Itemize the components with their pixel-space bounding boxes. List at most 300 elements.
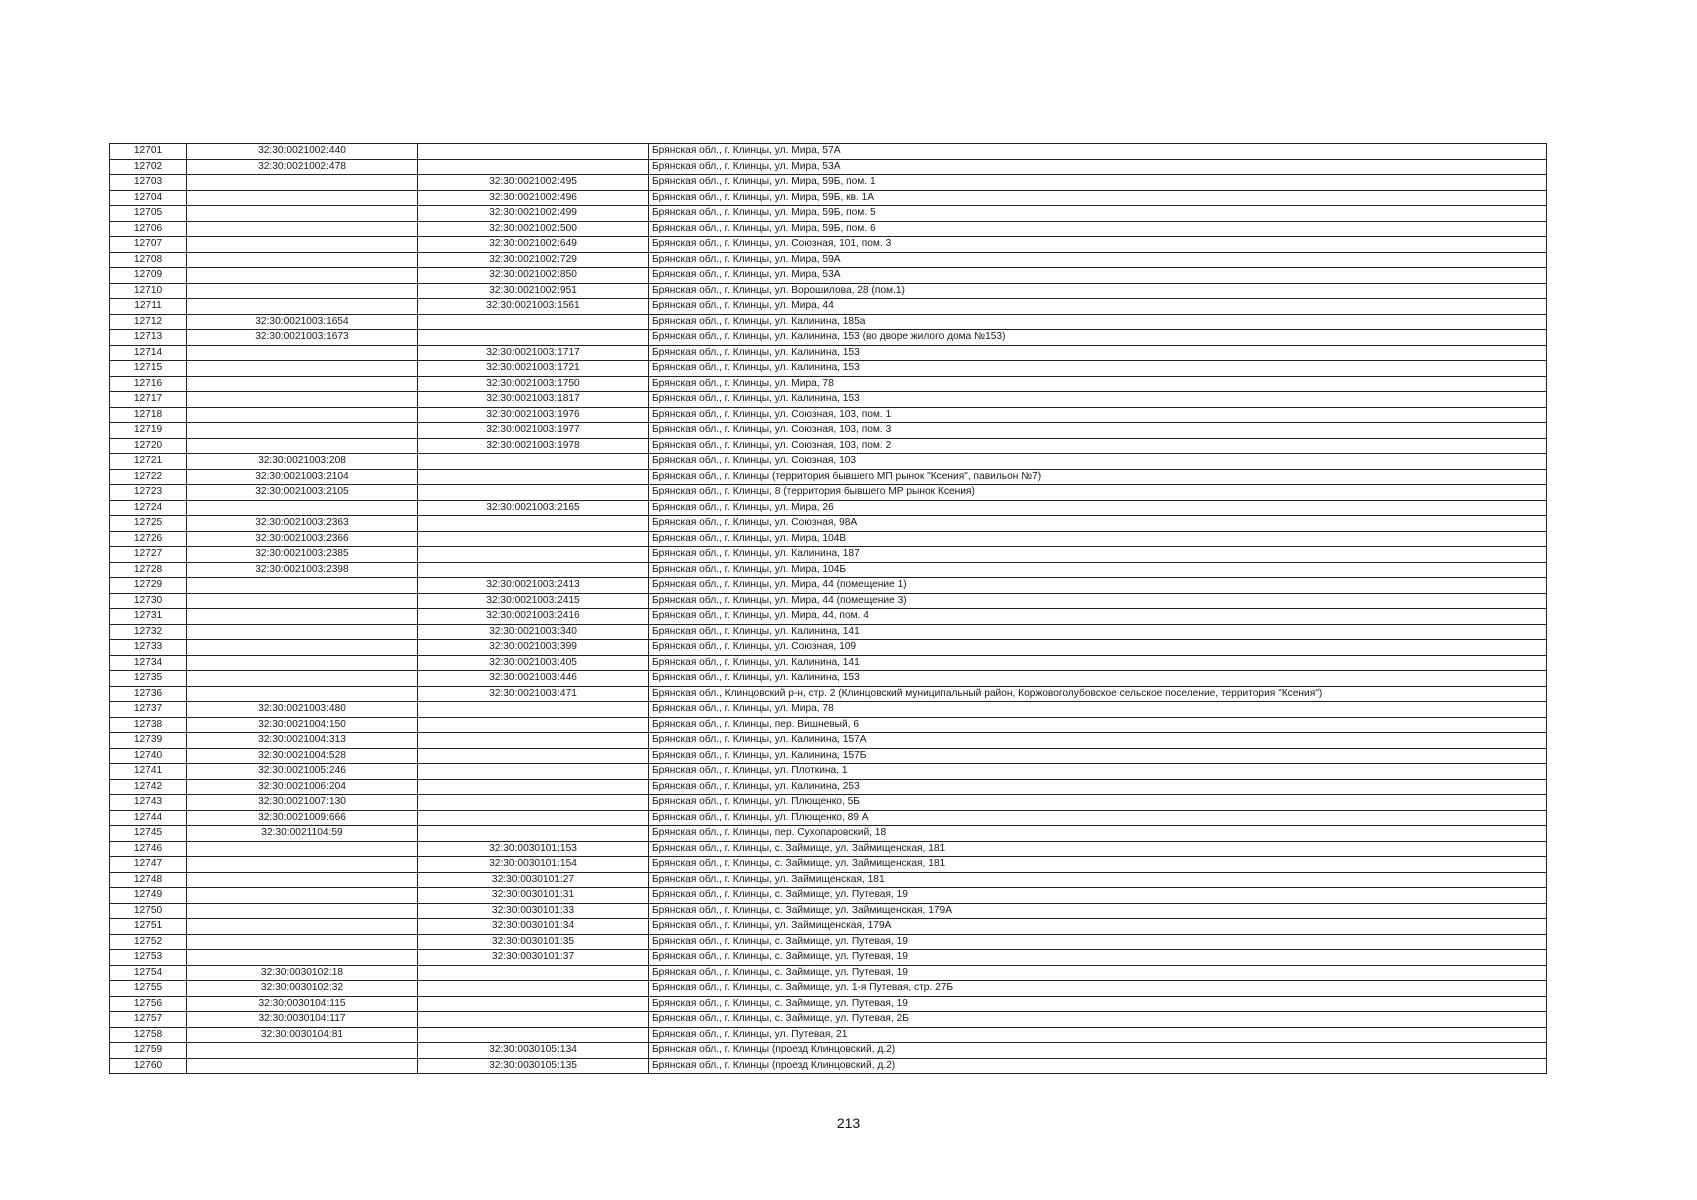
table-row [110, 888, 1547, 904]
object-cadastral-number-cell [418, 996, 649, 1012]
row-number-cell: 12757 [110, 1012, 187, 1028]
address-cell: Брянская обл., г. Клинцы, ул. Калинина, 153 (во дворе жилого дома №153) [649, 330, 1547, 346]
object-cadastral-number-cell: 32:30:0021003:2415 [418, 593, 649, 609]
land-cadastral-number-cell [187, 888, 418, 904]
address-cell: Брянская обл., г. Клинцы, 8 (территория бывшего МР рынок Ксения) [649, 485, 1547, 501]
table-row [110, 981, 1547, 997]
object-cadastral-number-cell [418, 764, 649, 780]
row-number-cell: 12708 [110, 252, 187, 268]
address-cell: Брянская обл., г. Клинцы, ул. Союзная, 103, пом. 3 [649, 423, 1547, 439]
row-number-cell: 12706 [110, 221, 187, 237]
row-number-cell: 12737 [110, 702, 187, 718]
land-cadastral-number-cell [187, 1043, 418, 1059]
object-cadastral-number-cell [418, 547, 649, 563]
address-cell: Брянская обл., г. Клинцы, с. Займище, ул. Путевая, 19 [649, 965, 1547, 981]
table-row [110, 299, 1547, 315]
object-cadastral-number-cell: 32:30:0021003:1817 [418, 392, 649, 408]
table-row [110, 872, 1547, 888]
row-number-cell: 12712 [110, 314, 187, 330]
table-row [110, 237, 1547, 253]
land-cadastral-number-cell [187, 190, 418, 206]
address-cell: Брянская обл., г. Клинцы, ул. Мира, 53А [649, 268, 1547, 284]
address-cell: Брянская обл., г. Клинцы, с. Займище, ул. Займищенская, 181 [649, 857, 1547, 873]
object-cadastral-number-cell: 32:30:0021003:1977 [418, 423, 649, 439]
address-cell: Брянская обл., г. Клинцы, с. Займище, ул. Путевая, 19 [649, 996, 1547, 1012]
land-cadastral-number-cell: 32:30:0021006:204 [187, 779, 418, 795]
land-cadastral-number-cell: 32:30:0030104:81 [187, 1027, 418, 1043]
table-row [110, 345, 1547, 361]
land-cadastral-number-cell [187, 361, 418, 377]
table-row [110, 671, 1547, 687]
table-row [110, 190, 1547, 206]
object-cadastral-number-cell: 32:30:0021002:850 [418, 268, 649, 284]
object-cadastral-number-cell [418, 981, 649, 997]
row-number-cell: 12725 [110, 516, 187, 532]
object-cadastral-number-cell: 32:30:0021003:405 [418, 655, 649, 671]
address-cell: Брянская обл., г. Клинцы, ул. Союзная, 101, пом. 3 [649, 237, 1547, 253]
table-row [110, 376, 1547, 392]
table-row [110, 779, 1547, 795]
address-cell: Брянская обл., Клинцовский р-н, стр. 2 (Клинцовский муниципальный район, Коржовоголубовское сельское поселение, территория "Ксения") [649, 686, 1547, 702]
object-cadastral-number-cell: 32:30:0021002:729 [418, 252, 649, 268]
table-row [110, 795, 1547, 811]
row-number-cell: 12752 [110, 934, 187, 950]
table-row [110, 283, 1547, 299]
table-row [110, 919, 1547, 935]
land-cadastral-number-cell: 32:30:0021003:2363 [187, 516, 418, 532]
address-cell: Брянская обл., г. Клинцы, ул. Мира, 44 (помещение 1) [649, 578, 1547, 594]
address-cell: Брянская обл., г. Клинцы, с. Займище, ул. Путевая, 19 [649, 888, 1547, 904]
table-row [110, 748, 1547, 764]
address-cell: Брянская обл., г. Клинцы, ул. Плоткина, 1 [649, 764, 1547, 780]
address-cell: Брянская обл., г. Клинцы, ул. Калинина, 185а [649, 314, 1547, 330]
land-cadastral-number-cell: 32:30:0021004:150 [187, 717, 418, 733]
land-cadastral-number-cell: 32:30:0021003:2104 [187, 469, 418, 485]
table-row [110, 268, 1547, 284]
object-cadastral-number-cell: 32:30:0021002:495 [418, 175, 649, 191]
row-number-cell: 12746 [110, 841, 187, 857]
object-cadastral-number-cell: 32:30:0021003:340 [418, 624, 649, 640]
row-number-cell: 12741 [110, 764, 187, 780]
address-cell: Брянская обл., г. Клинцы (проезд Клинцовский, д.2) [649, 1043, 1547, 1059]
table-row [110, 702, 1547, 718]
table-row [110, 547, 1547, 563]
land-cadastral-number-cell [187, 686, 418, 702]
object-cadastral-number-cell: 32:30:0030101:153 [418, 841, 649, 857]
row-number-cell: 12735 [110, 671, 187, 687]
land-cadastral-number-cell [187, 206, 418, 222]
row-number-cell: 12727 [110, 547, 187, 563]
table-row [110, 330, 1547, 346]
object-cadastral-number-cell: 32:30:0021002:649 [418, 237, 649, 253]
table-row [110, 965, 1547, 981]
land-cadastral-number-cell [187, 609, 418, 625]
row-number-cell: 12711 [110, 299, 187, 315]
object-cadastral-number-cell [418, 717, 649, 733]
address-cell: Брянская обл., г. Клинцы, с. Займище, ул. 1-я Путевая, стр. 27Б [649, 981, 1547, 997]
address-cell: Брянская обл., г. Клинцы, ул. Мира, 44 (помещение 3) [649, 593, 1547, 609]
land-cadastral-number-cell [187, 950, 418, 966]
object-cadastral-number-cell: 32:30:0021002:951 [418, 283, 649, 299]
property-registry-table [109, 143, 1547, 1074]
land-cadastral-number-cell [187, 175, 418, 191]
row-number-cell: 12732 [110, 624, 187, 640]
land-cadastral-number-cell [187, 640, 418, 656]
object-cadastral-number-cell [418, 1027, 649, 1043]
object-cadastral-number-cell [418, 314, 649, 330]
land-cadastral-number-cell [187, 221, 418, 237]
row-number-cell: 12743 [110, 795, 187, 811]
object-cadastral-number-cell: 32:30:0021003:1717 [418, 345, 649, 361]
land-cadastral-number-cell: 32:30:0021007:130 [187, 795, 418, 811]
land-cadastral-number-cell [187, 934, 418, 950]
row-number-cell: 12710 [110, 283, 187, 299]
row-number-cell: 12744 [110, 810, 187, 826]
address-cell: Брянская обл., г. Клинцы, ул. Плющенко, 89 А [649, 810, 1547, 826]
table-row [110, 159, 1547, 175]
land-cadastral-number-cell [187, 903, 418, 919]
object-cadastral-number-cell: 32:30:0021003:399 [418, 640, 649, 656]
object-cadastral-number-cell: 32:30:0030101:37 [418, 950, 649, 966]
address-cell: Брянская обл., г. Клинцы, ул. Мира, 104Б [649, 562, 1547, 578]
row-number-cell: 12730 [110, 593, 187, 609]
table-row [110, 686, 1547, 702]
land-cadastral-number-cell: 32:30:0021003:1673 [187, 330, 418, 346]
address-cell: Брянская обл., г. Клинцы, ул. Займищенская, 181 [649, 872, 1547, 888]
land-cadastral-number-cell: 32:30:0021009:666 [187, 810, 418, 826]
row-number-cell: 12749 [110, 888, 187, 904]
object-cadastral-number-cell: 32:30:0021002:496 [418, 190, 649, 206]
address-cell: Брянская обл., г. Клинцы, пер. Сухопаровский, 18 [649, 826, 1547, 842]
table-row [110, 1043, 1547, 1059]
land-cadastral-number-cell: 32:30:0021003:480 [187, 702, 418, 718]
address-cell: Брянская обл., г. Клинцы, ул. Союзная, 103, пом. 1 [649, 407, 1547, 423]
table-row [110, 516, 1547, 532]
object-cadastral-number-cell: 32:30:0021003:1721 [418, 361, 649, 377]
object-cadastral-number-cell [418, 454, 649, 470]
object-cadastral-number-cell [418, 562, 649, 578]
address-cell: Брянская обл., г. Клинцы, ул. Путевая, 21 [649, 1027, 1547, 1043]
address-cell: Брянская обл., г. Клинцы, ул. Союзная, 103 [649, 454, 1547, 470]
address-cell: Брянская обл., г. Клинцы, ул. Калинина, 141 [649, 655, 1547, 671]
land-cadastral-number-cell: 32:30:0030104:117 [187, 1012, 418, 1028]
row-number-cell: 12702 [110, 159, 187, 175]
row-number-cell: 12731 [110, 609, 187, 625]
table-row [110, 857, 1547, 873]
land-cadastral-number-cell: 32:30:0021002:478 [187, 159, 418, 175]
object-cadastral-number-cell [418, 516, 649, 532]
land-cadastral-number-cell [187, 252, 418, 268]
address-cell: Брянская обл., г. Клинцы, ул. Мира, 44, пом. 4 [649, 609, 1547, 625]
table-row [110, 392, 1547, 408]
object-cadastral-number-cell [418, 469, 649, 485]
address-cell: Брянская обл., г. Клинцы, ул. Калинина, 157Б [649, 748, 1547, 764]
object-cadastral-number-cell [418, 159, 649, 175]
row-number-cell: 12748 [110, 872, 187, 888]
address-cell: Брянская обл., г. Клинцы, ул. Калинина, 187 [649, 547, 1547, 563]
table-row [110, 407, 1547, 423]
object-cadastral-number-cell: 32:30:0021003:1750 [418, 376, 649, 392]
address-cell: Брянская обл., г. Клинцы, ул. Калинина, 153 [649, 671, 1547, 687]
land-cadastral-number-cell [187, 655, 418, 671]
row-number-cell: 12723 [110, 485, 187, 501]
address-cell: Брянская обл., г. Клинцы, ул. Мира, 44 [649, 299, 1547, 315]
row-number-cell: 12701 [110, 144, 187, 160]
row-number-cell: 12759 [110, 1043, 187, 1059]
object-cadastral-number-cell: 32:30:0021002:499 [418, 206, 649, 222]
object-cadastral-number-cell [418, 779, 649, 795]
table-row [110, 485, 1547, 501]
row-number-cell: 12713 [110, 330, 187, 346]
address-cell: Брянская обл., г. Клинцы, ул. Мира, 57А [649, 144, 1547, 160]
address-cell: Брянская обл., г. Клинцы, с. Займище, ул. Путевая, 2Б [649, 1012, 1547, 1028]
address-cell: Брянская обл., г. Клинцы, ул. Союзная, 103, пом. 2 [649, 438, 1547, 454]
row-number-cell: 12754 [110, 965, 187, 981]
table-row [110, 438, 1547, 454]
object-cadastral-number-cell [418, 531, 649, 547]
land-cadastral-number-cell: 32:30:0021005:246 [187, 764, 418, 780]
table-row [110, 903, 1547, 919]
land-cadastral-number-cell: 32:30:0021003:2105 [187, 485, 418, 501]
table-row [110, 733, 1547, 749]
land-cadastral-number-cell [187, 593, 418, 609]
object-cadastral-number-cell [418, 965, 649, 981]
row-number-cell: 12721 [110, 454, 187, 470]
table-row [110, 609, 1547, 625]
address-cell: Брянская обл., г. Клинцы, ул. Мира, 59Б, пом. 5 [649, 206, 1547, 222]
row-number-cell: 12740 [110, 748, 187, 764]
row-number-cell: 12707 [110, 237, 187, 253]
object-cadastral-number-cell: 32:30:0021003:2165 [418, 500, 649, 516]
object-cadastral-number-cell: 32:30:0021003:1976 [418, 407, 649, 423]
address-cell: Брянская обл., г. Клинцы, ул. Мира, 26 [649, 500, 1547, 516]
row-number-cell: 12734 [110, 655, 187, 671]
address-cell: Брянская обл., г. Клинцы, ул. Калинина, 253 [649, 779, 1547, 795]
address-cell: Брянская обл., г. Клинцы, ул. Мира, 78 [649, 376, 1547, 392]
address-cell: Брянская обл., г. Клинцы, ул. Калинина, 157А [649, 733, 1547, 749]
table-row [110, 175, 1547, 191]
land-cadastral-number-cell: 32:30:0021002:440 [187, 144, 418, 160]
table-row [110, 1027, 1547, 1043]
land-cadastral-number-cell [187, 919, 418, 935]
land-cadastral-number-cell [187, 268, 418, 284]
table-row [110, 826, 1547, 842]
land-cadastral-number-cell [187, 299, 418, 315]
row-number-cell: 12703 [110, 175, 187, 191]
row-number-cell: 12742 [110, 779, 187, 795]
land-cadastral-number-cell: 32:30:0021003:208 [187, 454, 418, 470]
row-number-cell: 12758 [110, 1027, 187, 1043]
object-cadastral-number-cell: 32:30:0030101:31 [418, 888, 649, 904]
land-cadastral-number-cell [187, 841, 418, 857]
table-row [110, 578, 1547, 594]
page-number: 213 [836, 1115, 861, 1131]
address-cell: Брянская обл., г. Клинцы, ул. Мира, 78 [649, 702, 1547, 718]
row-number-cell: 12715 [110, 361, 187, 377]
table-row [110, 206, 1547, 222]
row-number-cell: 12739 [110, 733, 187, 749]
address-cell: Брянская обл., г. Клинцы, ул. Калинина, 153 [649, 345, 1547, 361]
address-cell: Брянская обл., г. Клинцы, ул. Плющенко, 5Б [649, 795, 1547, 811]
row-number-cell: 12745 [110, 826, 187, 842]
address-cell: Брянская обл., г. Клинцы, ул. Союзная, 109 [649, 640, 1547, 656]
land-cadastral-number-cell: 32:30:0030102:32 [187, 981, 418, 997]
row-number-cell: 12760 [110, 1058, 187, 1074]
table-row [110, 996, 1547, 1012]
table-row [110, 423, 1547, 439]
table-row [110, 764, 1547, 780]
row-number-cell: 12756 [110, 996, 187, 1012]
object-cadastral-number-cell [418, 810, 649, 826]
land-cadastral-number-cell [187, 283, 418, 299]
table-row [110, 252, 1547, 268]
row-number-cell: 12716 [110, 376, 187, 392]
address-cell: Брянская обл., г. Клинцы, ул. Калинина, 153 [649, 392, 1547, 408]
table-row [110, 531, 1547, 547]
address-cell: Брянская обл., г. Клинцы, ул. Займищенская, 179А [649, 919, 1547, 935]
table-row [110, 221, 1547, 237]
table-row [110, 1012, 1547, 1028]
object-cadastral-number-cell: 32:30:0021003:1561 [418, 299, 649, 315]
row-number-cell: 12719 [110, 423, 187, 439]
land-cadastral-number-cell: 32:30:0021003:2398 [187, 562, 418, 578]
object-cadastral-number-cell [418, 485, 649, 501]
land-cadastral-number-cell: 32:30:0021104:59 [187, 826, 418, 842]
row-number-cell: 12733 [110, 640, 187, 656]
object-cadastral-number-cell: 32:30:0030101:154 [418, 857, 649, 873]
table-row [110, 469, 1547, 485]
address-cell: Брянская обл., г. Клинцы (территория бывшего МП рынок "Ксения", павильон №7) [649, 469, 1547, 485]
table-row [110, 640, 1547, 656]
object-cadastral-number-cell: 32:30:0030105:134 [418, 1043, 649, 1059]
row-number-cell: 12751 [110, 919, 187, 935]
address-cell: Брянская обл., г. Клинцы, ул. Союзная, 98А [649, 516, 1547, 532]
object-cadastral-number-cell: 32:30:0021002:500 [418, 221, 649, 237]
table-row [110, 810, 1547, 826]
land-cadastral-number-cell [187, 857, 418, 873]
row-number-cell: 12717 [110, 392, 187, 408]
row-number-cell: 12753 [110, 950, 187, 966]
row-number-cell: 12736 [110, 686, 187, 702]
object-cadastral-number-cell [418, 1012, 649, 1028]
address-cell: Брянская обл., г. Клинцы, с. Займище, ул. Путевая, 19 [649, 934, 1547, 950]
object-cadastral-number-cell: 32:30:0021003:471 [418, 686, 649, 702]
land-cadastral-number-cell [187, 624, 418, 640]
address-cell: Брянская обл., г. Клинцы, ул. Мира, 59Б, пом. 1 [649, 175, 1547, 191]
land-cadastral-number-cell [187, 423, 418, 439]
row-number-cell: 12755 [110, 981, 187, 997]
object-cadastral-number-cell: 32:30:0030101:33 [418, 903, 649, 919]
land-cadastral-number-cell [187, 500, 418, 516]
land-cadastral-number-cell [187, 438, 418, 454]
land-cadastral-number-cell: 32:30:0030102:18 [187, 965, 418, 981]
row-number-cell: 12728 [110, 562, 187, 578]
object-cadastral-number-cell: 32:30:0030101:27 [418, 872, 649, 888]
object-cadastral-number-cell: 32:30:0030105:135 [418, 1058, 649, 1074]
land-cadastral-number-cell: 32:30:0021004:313 [187, 733, 418, 749]
table-row [110, 717, 1547, 733]
land-cadastral-number-cell: 32:30:0021003:1654 [187, 314, 418, 330]
table-row [110, 624, 1547, 640]
address-cell: Брянская обл., г. Клинцы, ул. Мира, 59Б, пом. 6 [649, 221, 1547, 237]
land-cadastral-number-cell [187, 872, 418, 888]
object-cadastral-number-cell: 32:30:0030101:35 [418, 934, 649, 950]
land-cadastral-number-cell [187, 345, 418, 361]
table-row [110, 500, 1547, 516]
address-cell: Брянская обл., г. Клинцы (проезд Клинцовский, д.2) [649, 1058, 1547, 1074]
address-cell: Брянская обл., г. Клинцы, ул. Мира, 53А [649, 159, 1547, 175]
row-number-cell: 12722 [110, 469, 187, 485]
address-cell: Брянская обл., г. Клинцы, ул. Ворошилова, 28 (пом.1) [649, 283, 1547, 299]
row-number-cell: 12709 [110, 268, 187, 284]
row-number-cell: 12738 [110, 717, 187, 733]
table-row [110, 950, 1547, 966]
row-number-cell: 12720 [110, 438, 187, 454]
object-cadastral-number-cell: 32:30:0021003:2416 [418, 609, 649, 625]
address-cell: Брянская обл., г. Клинцы, с. Займище, ул. Путевая, 19 [649, 950, 1547, 966]
object-cadastral-number-cell: 32:30:0021003:2413 [418, 578, 649, 594]
table-row [110, 144, 1547, 160]
table-row [110, 361, 1547, 377]
table-row [110, 314, 1547, 330]
land-cadastral-number-cell: 32:30:0021004:528 [187, 748, 418, 764]
land-cadastral-number-cell [187, 671, 418, 687]
object-cadastral-number-cell [418, 702, 649, 718]
table-row [110, 1058, 1547, 1074]
row-number-cell: 12724 [110, 500, 187, 516]
land-cadastral-number-cell: 32:30:0021003:2366 [187, 531, 418, 547]
land-cadastral-number-cell [187, 237, 418, 253]
object-cadastral-number-cell: 32:30:0021003:446 [418, 671, 649, 687]
row-number-cell: 12718 [110, 407, 187, 423]
object-cadastral-number-cell [418, 330, 649, 346]
table-row [110, 655, 1547, 671]
table-row [110, 454, 1547, 470]
row-number-cell: 12747 [110, 857, 187, 873]
row-number-cell: 12705 [110, 206, 187, 222]
address-cell: Брянская обл., г. Клинцы, ул. Мира, 59А [649, 252, 1547, 268]
object-cadastral-number-cell: 32:30:0021003:1978 [418, 438, 649, 454]
object-cadastral-number-cell [418, 826, 649, 842]
object-cadastral-number-cell: 32:30:0030101:34 [418, 919, 649, 935]
row-number-cell: 12704 [110, 190, 187, 206]
land-cadastral-number-cell [187, 392, 418, 408]
object-cadastral-number-cell [418, 748, 649, 764]
address-cell: Брянская обл., г. Клинцы, с. Займище, ул. Займищенская, 181 [649, 841, 1547, 857]
row-number-cell: 12729 [110, 578, 187, 594]
land-cadastral-number-cell [187, 376, 418, 392]
table-row [110, 562, 1547, 578]
address-cell: Брянская обл., г. Клинцы, с. Займище, ул. Займищенская, 179А [649, 903, 1547, 919]
row-number-cell: 12726 [110, 531, 187, 547]
row-number-cell: 12714 [110, 345, 187, 361]
address-cell: Брянская обл., г. Клинцы, ул. Калинина, 141 [649, 624, 1547, 640]
land-cadastral-number-cell: 32:30:0021003:2385 [187, 547, 418, 563]
table-row [110, 934, 1547, 950]
address-cell: Брянская обл., г. Клинцы, ул. Калинина, 153 [649, 361, 1547, 377]
object-cadastral-number-cell [418, 733, 649, 749]
table-row [110, 593, 1547, 609]
address-cell: Брянская обл., г. Клинцы, пер. Вишневый, 6 [649, 717, 1547, 733]
table-row [110, 841, 1547, 857]
land-cadastral-number-cell [187, 1058, 418, 1074]
object-cadastral-number-cell [418, 144, 649, 160]
land-cadastral-number-cell [187, 578, 418, 594]
object-cadastral-number-cell [418, 795, 649, 811]
row-number-cell: 12750 [110, 903, 187, 919]
land-cadastral-number-cell: 32:30:0030104:115 [187, 996, 418, 1012]
address-cell: Брянская обл., г. Клинцы, ул. Мира, 59Б, кв. 1А [649, 190, 1547, 206]
